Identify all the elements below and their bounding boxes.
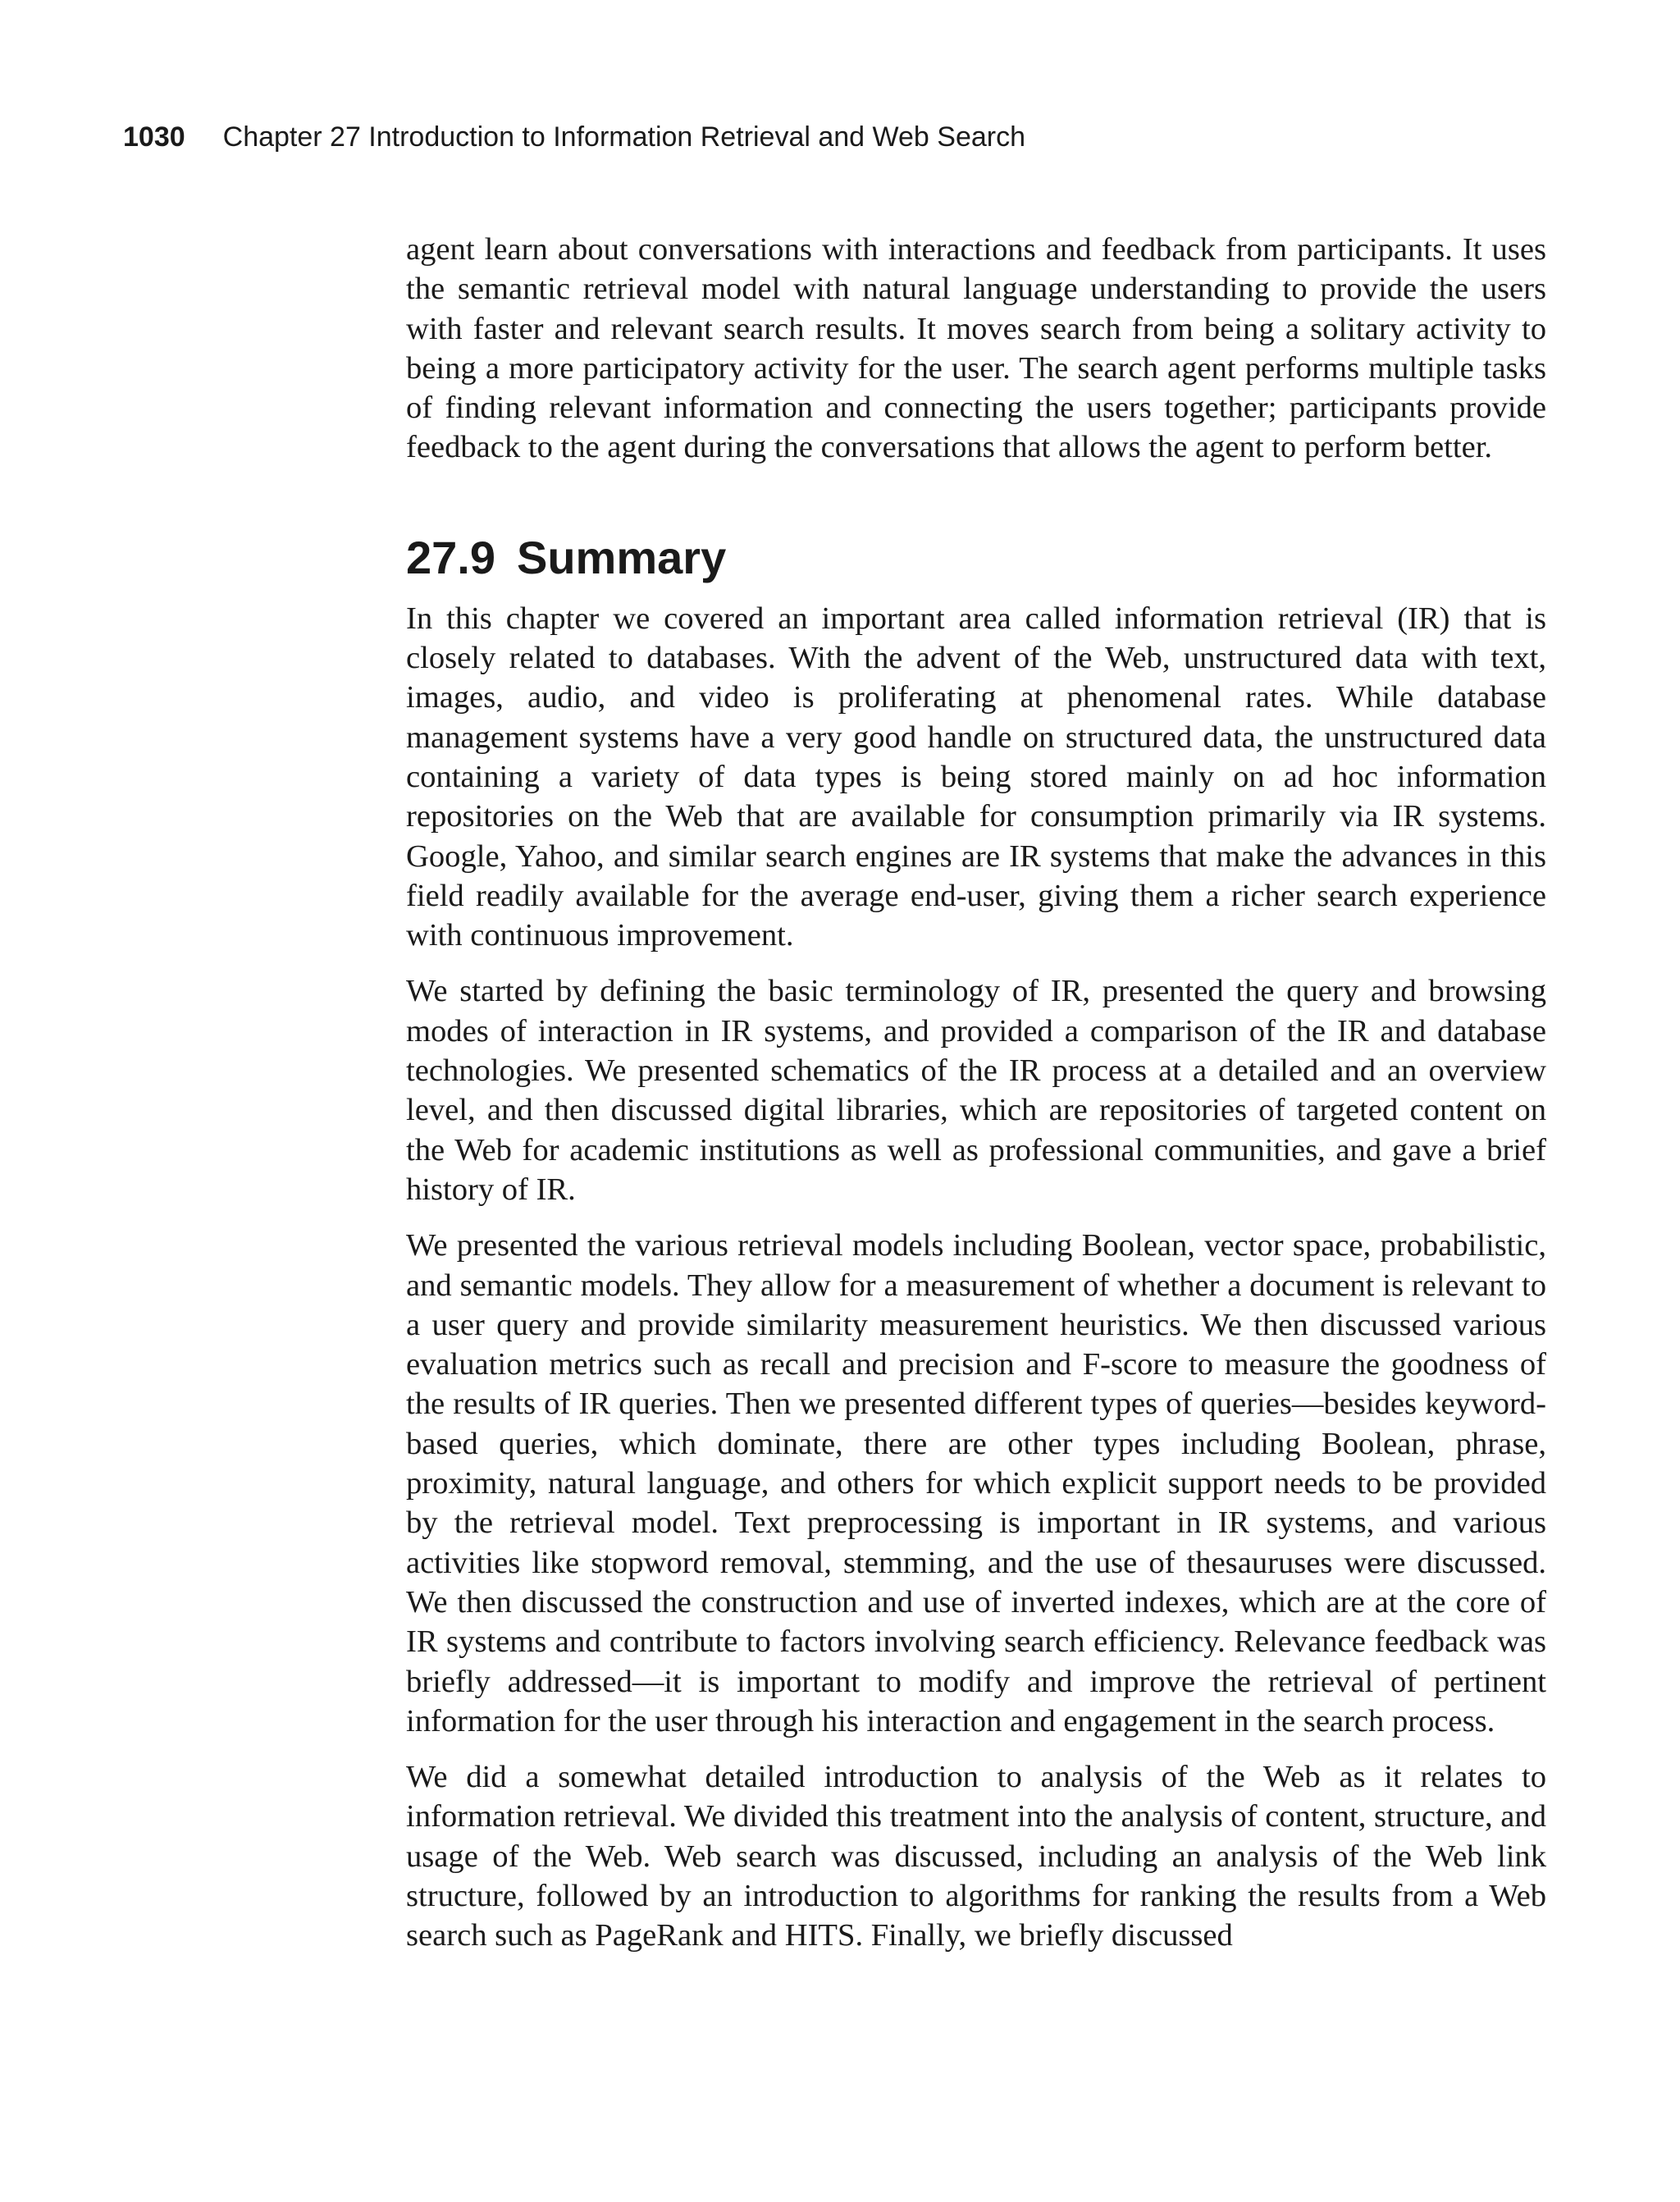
section-number: 27.9: [406, 531, 495, 583]
chapter-title: Chapter 27 Introduction to Information Retrieval and Web Search: [222, 121, 1026, 153]
summary-paragraph-4: We did a somewhat detailed introduction to analysis of the Web as it relates to information retrieval. We divided this treatment into the analysis of content, structure, and usage of the Web. Web search was discussed, including an analysis of the Web link structure, followed by an introduction to algorithms for ranking the results from a Web search such as PageRank and HITS. Finally, we briefly discussed: [406, 1760, 1546, 1953]
summary-paragraph-3: We presented the various retrieval models including Boolean, vector space, probabilistic, and semantic models. They allow for a measurement of whether a document is relevant to a user query and provide similarity measurement heuristics. We then discussed various evaluation metrics such as recall and precision and F-score to measure the goodness of the results of IR queries. Then we presented different types of queries—besides keyword-based queries, which dominate, there are other types including Boolean, phrase, proximity, natural language, and others for which explicit support needs to be provided by the retrieval model. Text preprocessing is important in IR systems, and various activities like stopword removal, stemming, and the use of thesauruses were discussed. We then discussed the construction and use of inverted indexes, which are at the core of IR systems and contribute to factors involving search efficiency. Relevance feedback was briefly addressed—it is important to modify and improve the retrieval of pertinent information for the user through his interaction and engagement in the search process.: [406, 1228, 1546, 1738]
running-head: [123, 117, 1025, 157]
page-number: 1030: [123, 121, 185, 153]
section-heading: [406, 532, 1546, 584]
intro-paragraph: agent learn about conversations with interactions and feedback from participants. It uses the semantic retrieval model with natural language understanding to provide the users with faster and relevant search results. It moves search from being a solitary activity to being a more participatory activity for the user. The search agent performs multiple tasks of finding relevant information and connecting the users together; participants provide feedback to the agent during the conversations that allows the agent to perform better.: [406, 232, 1546, 465]
summary-paragraph-1: In this chapter we covered an important area called information retrieval (IR) that is closely related to databases. With the advent of the Web, unstructured data with text, images, audio, and video is proliferating at phenomenal rates. While database management systems have a very good handle on structured data, the unstructured data containing a variety of data types is being stored mainly on ad hoc information repositories on the Web that are available for consumption primarily via IR systems. Google, Yahoo, and similar search engines are IR systems that make the advances in this field readily available for the average end-user, giving them a richer search experience with continuous improvement.: [406, 601, 1546, 953]
summary-paragraph-2: We started by defining the basic terminology of IR, presented the query and browsing modes of interaction in IR systems, and provided a comparison of the IR and database technologies. We presented schematics of the IR process at a detailed and an overview level, and then discussed digital libraries, which are repositories of targeted content on the Web for academic institutions as well as professional communities, and gave a brief history of IR.: [406, 974, 1546, 1207]
text-column: [406, 230, 1546, 1972]
section-title: Summary: [517, 531, 727, 583]
